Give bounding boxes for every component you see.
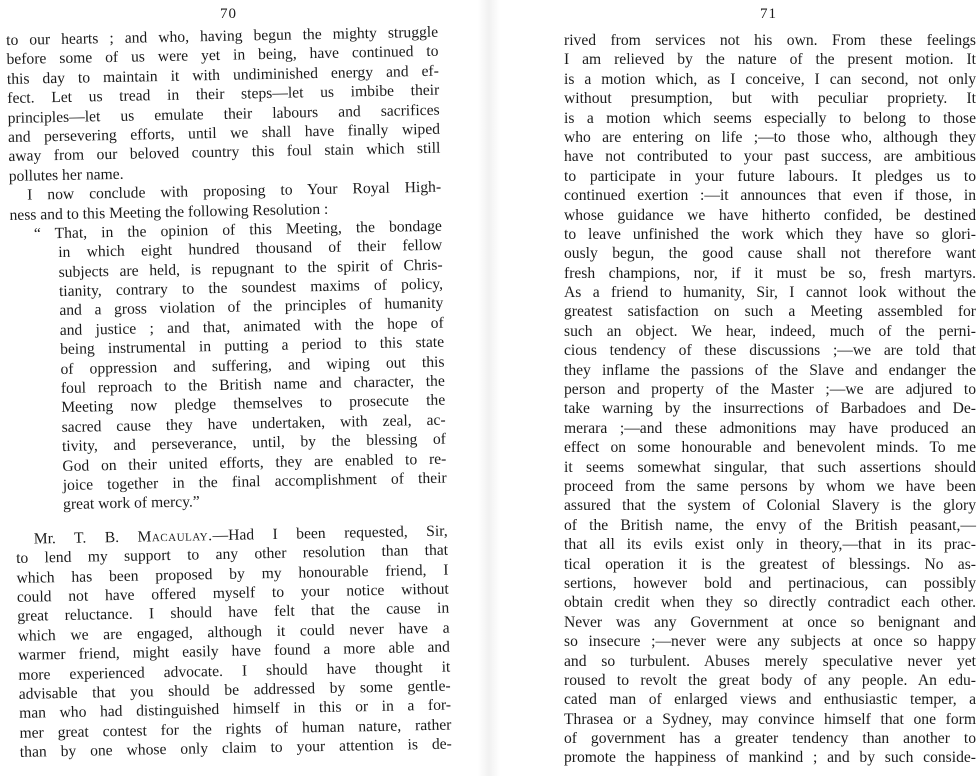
- text-line: fect. Let us tread in their steps—let us imbibe their: [7, 81, 440, 108]
- text-line: person and property of the Master ;—we are adjured to: [564, 381, 976, 399]
- resolution-line: tianity, contrary to the soundest maxims of policy,: [58, 275, 444, 301]
- text-line: they inflame the passions of the Slave and endanger the: [564, 361, 976, 379]
- text-line: sertions, however bold and pertinacious, can possibly: [564, 574, 976, 592]
- text-line: I now conclude with proposing to Your Royal High-: [26, 178, 442, 204]
- text-line: roused to revolt the great body of any people. An edu-: [564, 671, 976, 689]
- text-line: Never was any Government at once so benignant and: [564, 613, 976, 631]
- text-line: and so turbulent. Abuses merely speculative never yet: [564, 652, 976, 670]
- text-line: advisable that you should be addressed by some gentle-: [18, 677, 451, 703]
- text-line: of the British name, the envy of the British peasant,—: [564, 516, 976, 534]
- text-line: of government has a greater tendency than another to: [564, 730, 976, 748]
- page-number-left: 70: [220, 6, 237, 22]
- resolution-line: being instrumental in putting a period to this state: [59, 333, 445, 359]
- text-line: ness and to this Meeting the following Resolution :: [9, 200, 329, 224]
- resolution-line: great work of mercy.”: [62, 493, 200, 514]
- resolution-line: “ That, in the opinion of this Meeting, the bondage: [33, 217, 442, 243]
- text-line: assured that the system of Colonial Slavery is the glory: [564, 497, 976, 515]
- book-gutter: [478, 0, 500, 776]
- resolution-line: subjects are held, is repugnant to the spirit of Chris-: [58, 256, 443, 281]
- left-page: [0, 0, 470, 776]
- text-line: away from our beloved country this foul stain which still: [8, 140, 441, 166]
- text-line: As a friend to humanity, Sir, I cannot look without the: [564, 284, 976, 302]
- text-line: merara ;—and these admonitions may have produced an: [564, 419, 976, 437]
- text-line: who are entering on life ;—to those who, although they: [564, 128, 976, 146]
- text-line: mer great contest for the rights of human nature, rather: [19, 716, 452, 742]
- text-line: tical operation it is the greatest of blessings. No as-: [564, 555, 976, 573]
- right-page: [506, 0, 980, 776]
- text-line: cated man of enlarged views and enthusiastic temper, a: [564, 691, 976, 709]
- resolution-line: sacred cause they have undertaken, with zeal, ac-: [61, 411, 446, 436]
- text-line: principles—let us emulate their labours and sacrifices: [7, 101, 440, 127]
- text-line: could not have offered myself to your notice without: [16, 580, 449, 606]
- resolution-line: and justice ; and that, animated with the hope of: [59, 314, 444, 339]
- text-line: so insecure ;—never were any subjects at once so happy: [564, 633, 976, 651]
- text-line: cious tendency of these discussions ;—we are told that: [564, 342, 976, 360]
- right-page-text: [564, 31, 976, 768]
- speaker-name: Macaulay.: [137, 526, 213, 546]
- text-line: to participate in your future labours. It pledges us to: [564, 167, 976, 185]
- text-line: is a motion which seems especially to belong to those: [564, 109, 976, 127]
- text-line: is a motion which, as I conceive, I can second, not only: [564, 70, 976, 88]
- resolution-line: of oppression and suffering, and wiping out this: [60, 353, 445, 378]
- resolution-line: foul reproach to the British name and character, the: [60, 372, 445, 398]
- text-line: man who had distinguished himself in this or in a for-: [18, 696, 452, 723]
- text-line: have not contributed to your past success, are ambitious: [564, 148, 976, 166]
- text-line: whose guidance we have hitherto confided, be destined: [564, 206, 976, 224]
- text-line: without presumption, but with peculiar propriety. It: [564, 90, 976, 108]
- text-line: fresh champions, nor, if it must be so, fresh martyrs.: [564, 264, 976, 282]
- text-line: take warning by the insurrections of Barbadoes and De-: [564, 400, 976, 418]
- text-line: rived from services not his own. From these feelings: [564, 32, 976, 49]
- text-line: great reluctance. I should have felt that the cause in: [17, 599, 450, 626]
- text-line: such an object. We hear, indeed, much of the perni-: [564, 322, 976, 340]
- text-line: before some of us were yet in being, have continued to: [6, 43, 439, 69]
- resolution-line: in which eight hundred thousand of their fellow: [58, 236, 443, 262]
- text-line: more experienced advocate. I should have thought it: [18, 658, 451, 684]
- text-line: to lend my support to any other resolution than that: [15, 541, 449, 568]
- text-line: proceed from the same persons by whom we have been: [564, 477, 976, 495]
- text-line: pollutes her name.: [8, 165, 124, 185]
- text-line: that all its evils exist only in theory,—that in its prac-: [564, 536, 976, 554]
- text-line: ously begun, the good cause shall not therefore want: [564, 245, 976, 263]
- text-line: which has been proposed by my honourable friend, I: [16, 561, 449, 587]
- text-line: continued exertion :—it announces that even if those, in: [564, 187, 976, 205]
- text-line: greatest satisfaction on such a Meeting assembled for: [564, 303, 976, 321]
- resolution-line: Meeting now pledge themselves to prosecute the: [61, 392, 446, 417]
- text-line: Thrasea or a Sydney, may convince himself that one form: [564, 710, 976, 728]
- text-line: to our hearts ; and who, having begun the mighty struggle: [6, 23, 439, 49]
- resolution-line: and a gross violation of the principles of humanity: [59, 295, 444, 320]
- page-number-right: 71: [760, 6, 777, 22]
- text-line: warmer friend, might easily have found a more able and: [17, 638, 451, 664]
- text-line: effect on some honourable and benevolent minds. To me: [564, 439, 976, 457]
- text-line: I am relieved by the nature of the present motion. It: [564, 51, 976, 69]
- text-line: promote the happiness of mankind ; and by such conside-: [564, 749, 976, 767]
- speaker-prefix: Mr. T. B.: [33, 528, 120, 548]
- resolution-line: joice together in the final accomplishment of their: [62, 469, 447, 494]
- text-line: and persevering efforts, until we shall have finally wiped: [7, 120, 441, 146]
- text-line: this day to maintain it with undiminished energy and ef-: [6, 62, 440, 88]
- resolution-line: tivity, and perseverance, until, by the blessing of: [61, 430, 447, 456]
- resolution-line: God on their united efforts, they are enabled to re-: [62, 450, 447, 475]
- text-line: which we are engaged, although it could never have a: [17, 619, 450, 645]
- text-line: it seems somewhat singular, that such assertions should: [564, 458, 976, 476]
- text-line: to leave unfinished the work which they have so glori-: [564, 225, 976, 243]
- text-line: obtain credit when they so directly contradict each other.: [564, 594, 976, 612]
- speaker-line-rest: —Had I been requested, Sir,: [212, 522, 448, 544]
- text-line: than by one whose only claim to your attention is de-: [19, 735, 452, 761]
- left-page-text: [6, 23, 452, 763]
